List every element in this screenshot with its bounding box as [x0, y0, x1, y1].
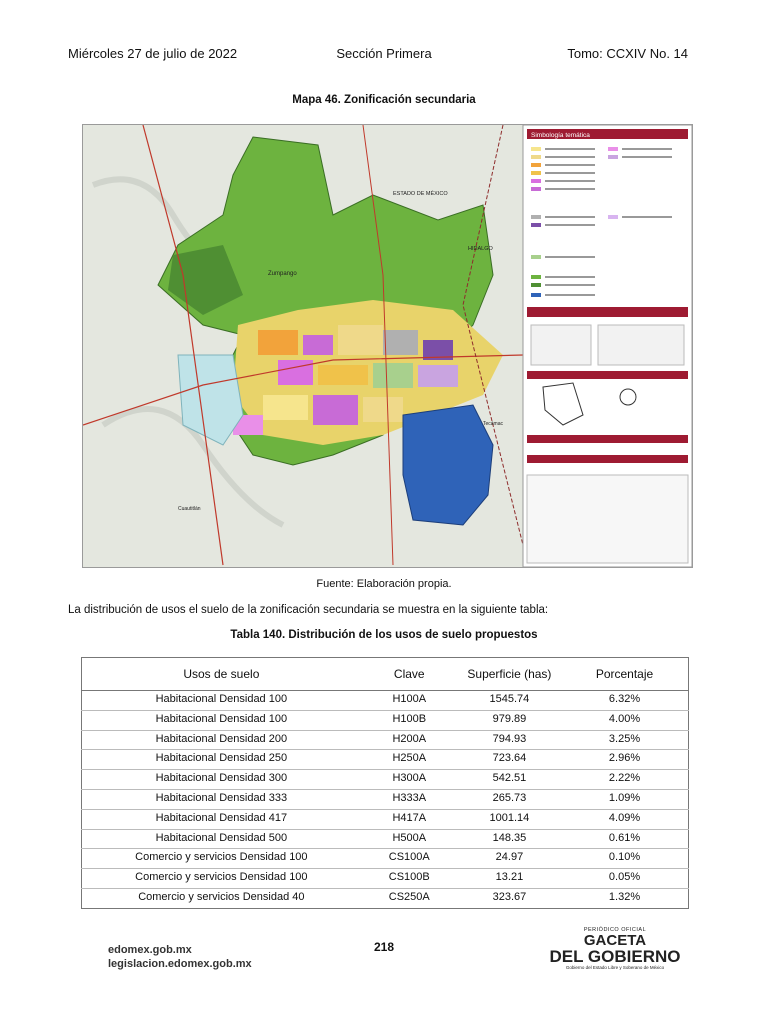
cell-porcentaje: 2.22% [561, 770, 688, 790]
logo-subtitle: Gobierno del Estado Libre y Soberano de México [565, 965, 665, 970]
cell-clave: CS100B [361, 869, 458, 889]
place-label-cuautitlan: Cuautitlán [178, 506, 201, 512]
table-row [82, 710, 689, 730]
place-label-estado: ESTADO DE MÉXICO [393, 191, 448, 197]
cell-superficie: 979.89 [458, 710, 561, 730]
cell-uso: Habitacional Densidad 100 [82, 691, 361, 711]
place-label-tecamac: Tecámac [483, 421, 504, 427]
cell-superficie: 794.93 [458, 730, 561, 750]
cell-superficie: 1001.14 [458, 809, 561, 829]
cell-clave: H500A [361, 829, 458, 849]
cell-superficie: 148.35 [458, 829, 561, 849]
cell-superficie: 723.64 [458, 750, 561, 770]
map-graphic [83, 125, 692, 567]
cell-uso: Habitacional Densidad 300 [82, 770, 361, 790]
footer-link-legislacion[interactable]: legislacion.edomex.gob.mx [108, 958, 252, 970]
header-section: Sección Primera [336, 46, 432, 61]
cell-superficie: 1545.74 [458, 691, 561, 711]
table-row [82, 730, 689, 750]
cell-uso: Comercio y servicios Densidad 100 [82, 869, 361, 889]
cell-superficie: 323.67 [458, 888, 561, 908]
land-use-table [81, 657, 689, 909]
cell-clave: H200A [361, 730, 458, 750]
col-header-porcentaje: Porcentaje [561, 658, 688, 691]
header-date: Miércoles 27 de julio de 2022 [68, 46, 238, 61]
table-row [82, 809, 689, 829]
table-row [82, 789, 689, 809]
header-tome: Tomo: CCXIV No. 14 [567, 46, 688, 61]
table-row [82, 869, 689, 889]
table-title: Tabla 140. Distribución de los usos de suelo propuestos [230, 629, 538, 641]
map-source: Fuente: Elaboración propia. [316, 578, 452, 590]
table-row [82, 750, 689, 770]
cell-uso: Habitacional Densidad 500 [82, 829, 361, 849]
table-header-row [82, 658, 689, 691]
table-row [82, 770, 689, 790]
cell-uso: Habitacional Densidad 333 [82, 789, 361, 809]
cell-clave: H100A [361, 691, 458, 711]
cell-uso: Habitacional Densidad 200 [82, 730, 361, 750]
cell-porcentaje: 4.09% [561, 809, 688, 829]
map-title: Mapa 46. Zonificación secundaria [292, 94, 476, 106]
gaceta-logo [540, 927, 690, 970]
cell-uso: Comercio y servicios Densidad 40 [82, 888, 361, 908]
cell-porcentaje: 2.96% [561, 750, 688, 770]
col-header-usos: Usos de suelo [82, 658, 361, 691]
cell-superficie: 24.97 [458, 849, 561, 869]
cell-uso: Comercio y servicios Densidad 100 [82, 849, 361, 869]
cell-superficie: 542.51 [458, 770, 561, 790]
cell-superficie: 13.21 [458, 869, 561, 889]
cell-clave: H250A [361, 750, 458, 770]
cell-clave: CS100A [361, 849, 458, 869]
col-header-superficie: Superficie (has) [458, 658, 561, 691]
col-header-clave: Clave [361, 658, 458, 691]
logo-kicker: PERIÓDICO OFICIAL [583, 927, 647, 933]
table-row [82, 849, 689, 869]
cell-uso: Habitacional Densidad 417 [82, 809, 361, 829]
table-row [82, 888, 689, 908]
zoning-map [82, 124, 693, 568]
cell-porcentaje: 1.09% [561, 789, 688, 809]
cell-clave: H417A [361, 809, 458, 829]
cell-porcentaje: 3.25% [561, 730, 688, 750]
logo-line1: GACETA [583, 932, 647, 949]
cell-uso: Habitacional Densidad 250 [82, 750, 361, 770]
cell-porcentaje: 4.00% [561, 710, 688, 730]
cell-porcentaje: 0.05% [561, 869, 688, 889]
page-number: 218 [373, 940, 395, 954]
place-label-zumpango: Zumpango [268, 271, 297, 277]
intro-paragraph: La distribución de usos el suelo de la zonificación secundaria se muestra en la siguiente tabla: [68, 604, 549, 616]
cell-porcentaje: 0.61% [561, 829, 688, 849]
cell-clave: H333A [361, 789, 458, 809]
place-label-hidalgo: HIDALGO [468, 246, 493, 252]
table-row [82, 829, 689, 849]
cell-clave: H100B [361, 710, 458, 730]
logo-line2: DEL GOBIERNO [549, 947, 681, 966]
footer-link-edomex[interactable]: edomex.gob.mx [108, 944, 192, 956]
table-row [82, 691, 689, 711]
cell-porcentaje: 0.10% [561, 849, 688, 869]
cell-clave: CS250A [361, 888, 458, 908]
cell-porcentaje: 6.32% [561, 691, 688, 711]
cell-porcentaje: 1.32% [561, 888, 688, 908]
cell-clave: H300A [361, 770, 458, 790]
cell-superficie: 265.73 [458, 789, 561, 809]
cell-uso: Habitacional Densidad 100 [82, 710, 361, 730]
legend-title: Simbología temática [531, 132, 590, 139]
